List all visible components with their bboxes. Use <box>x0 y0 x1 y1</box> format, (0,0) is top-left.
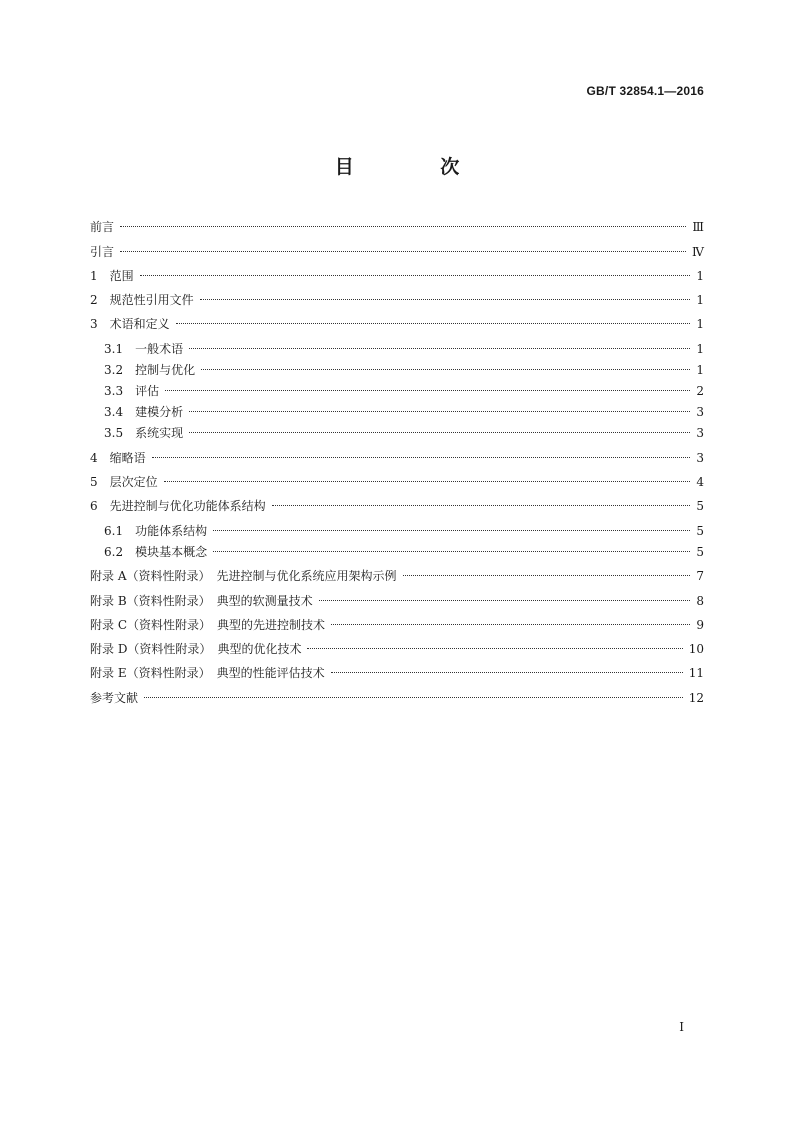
toc-entry-page: Ⅲ <box>692 220 704 234</box>
toc-entry[interactable] <box>90 592 704 610</box>
toc-entry-label: 评估 <box>135 384 160 398</box>
toc-entry-number: 2 <box>90 293 98 307</box>
toc-entry-number: 3.3 <box>104 384 124 398</box>
toc-leader-dots <box>165 390 690 391</box>
toc-entry[interactable] <box>90 267 704 285</box>
toc-entry-number: 附录 A（资料性附录） <box>90 569 211 583</box>
toc-leader-dots <box>213 551 690 552</box>
toc-entry-label: 缩略语 <box>109 451 146 465</box>
toc-entry-number: 附录 C（资料性附录） <box>90 618 211 632</box>
toc-entry-label: 典型的性能评估技术 <box>216 666 325 680</box>
toc-entry[interactable] <box>90 664 704 682</box>
toc-entry-page: 9 <box>696 618 704 632</box>
toc-entry-label: 术语和定义 <box>109 317 170 331</box>
toc-entry-page: 3 <box>696 426 704 440</box>
toc-entry-label: 典型的软测量技术 <box>216 594 313 608</box>
toc-entry-label: 一般术语 <box>135 342 184 356</box>
toc-entry-label: 层次定位 <box>109 475 158 489</box>
toc-entry-page: 8 <box>696 594 704 608</box>
toc-entry-page: 2 <box>696 384 704 398</box>
standard-code: GB/T 32854.1—2016 <box>586 84 704 98</box>
toc-leader-dots <box>319 600 691 601</box>
toc-entry-page: 3 <box>696 405 704 419</box>
toc-entry-number: 1 <box>90 269 98 283</box>
toc-leader-dots <box>201 369 690 370</box>
toc-entry-page: 12 <box>688 691 704 705</box>
toc-entry-page: 5 <box>696 545 704 559</box>
toc-leader-dots <box>189 411 690 412</box>
toc-entry-page: 1 <box>696 269 704 283</box>
toc-entry-label: 前言 <box>90 220 115 234</box>
toc-leader-dots <box>403 575 691 576</box>
toc-entry-page: 10 <box>688 642 704 656</box>
toc-entry[interactable] <box>104 340 704 358</box>
toc-entry-label: 功能体系结构 <box>135 524 208 538</box>
toc-entry-page: 7 <box>696 569 704 583</box>
toc-entry-page: Ⅳ <box>692 245 704 259</box>
toc-entry-page: 1 <box>696 317 704 331</box>
toc-entry-number: 3.1 <box>104 342 124 356</box>
toc-entry-label: 先进控制与优化功能体系结构 <box>109 499 266 513</box>
toc-entry-label: 典型的先进控制技术 <box>217 618 326 632</box>
toc-entry-label: 参考文献 <box>90 691 139 705</box>
toc-entry[interactable] <box>90 315 704 333</box>
toc-entry-number: 3.5 <box>104 426 124 440</box>
toc-leader-dots <box>152 457 691 458</box>
toc-entry-number: 附录 D（资料性附录） <box>90 642 212 656</box>
toc-entry-page: 1 <box>696 342 704 356</box>
toc-entry-page: 5 <box>696 499 704 513</box>
toc-entry-page: 1 <box>696 293 704 307</box>
toc-entry[interactable] <box>104 382 704 400</box>
toc-entry[interactable] <box>90 689 704 707</box>
toc-entry-page: 5 <box>696 524 704 538</box>
toc-entry-number: 3 <box>90 317 98 331</box>
toc-leader-dots <box>140 275 691 276</box>
toc-entry-page: 4 <box>696 475 704 489</box>
toc-leader-dots <box>189 432 690 433</box>
toc-entry-number: 5 <box>90 475 98 489</box>
toc-entry-label: 系统实现 <box>135 426 184 440</box>
toc-entry[interactable] <box>104 403 704 421</box>
toc-leader-dots <box>331 624 690 625</box>
toc-entry[interactable] <box>104 522 704 540</box>
toc-leader-dots <box>200 299 691 300</box>
toc-leader-dots <box>120 251 686 252</box>
toc-leader-dots <box>176 323 691 324</box>
toc-entry-number: 附录 B（资料性附录） <box>90 594 211 608</box>
toc-entry[interactable] <box>90 473 704 491</box>
toc-entry[interactable] <box>104 424 704 442</box>
toc-entry-page: 1 <box>696 363 704 377</box>
toc-entry-page: 3 <box>696 451 704 465</box>
toc-leader-dots <box>331 672 683 673</box>
toc-entry-label: 规范性引用文件 <box>109 293 194 307</box>
toc-entry-label: 引言 <box>90 245 115 259</box>
toc-entry-number: 6.1 <box>104 524 124 538</box>
toc-entry-label: 先进控制与优化系统应用架构示例 <box>216 569 397 583</box>
toc-entry[interactable] <box>90 567 704 585</box>
toc-entry[interactable] <box>90 497 704 515</box>
toc-entry[interactable] <box>90 218 704 236</box>
toc-entry-label: 控制与优化 <box>135 363 196 377</box>
toc-entry[interactable] <box>90 243 704 261</box>
toc-leader-dots <box>120 226 686 227</box>
toc-entry-label: 典型的优化技术 <box>217 642 302 656</box>
toc-entry-number: 6 <box>90 499 98 513</box>
toc-leader-dots <box>272 505 691 506</box>
toc-entry-number: 附录 E（资料性附录） <box>90 666 211 680</box>
toc-entry-number: 6.2 <box>104 545 124 559</box>
toc-entry-label: 范围 <box>109 269 134 283</box>
toc-leader-dots <box>189 348 690 349</box>
toc-leader-dots <box>307 648 682 649</box>
toc-leader-dots <box>213 530 690 531</box>
toc-entry[interactable] <box>104 361 704 379</box>
toc-entry-page: 11 <box>688 666 704 680</box>
page-number: Ⅰ <box>679 1020 684 1034</box>
toc-entry-number: 4 <box>90 451 98 465</box>
page-title: 目 次 <box>334 156 500 178</box>
toc-entry[interactable] <box>90 291 704 309</box>
toc-entry-number: 3.4 <box>104 405 124 419</box>
toc-leader-dots <box>164 481 691 482</box>
toc-entry-label: 建模分析 <box>135 405 184 419</box>
toc-leader-dots <box>144 697 683 698</box>
toc-entry-number: 3.2 <box>104 363 124 377</box>
toc-entry[interactable] <box>90 449 704 467</box>
toc-entry[interactable] <box>90 616 704 634</box>
toc-entry[interactable] <box>90 640 704 658</box>
toc-entry[interactable] <box>104 543 704 561</box>
toc-entry-label: 模块基本概念 <box>135 545 208 559</box>
